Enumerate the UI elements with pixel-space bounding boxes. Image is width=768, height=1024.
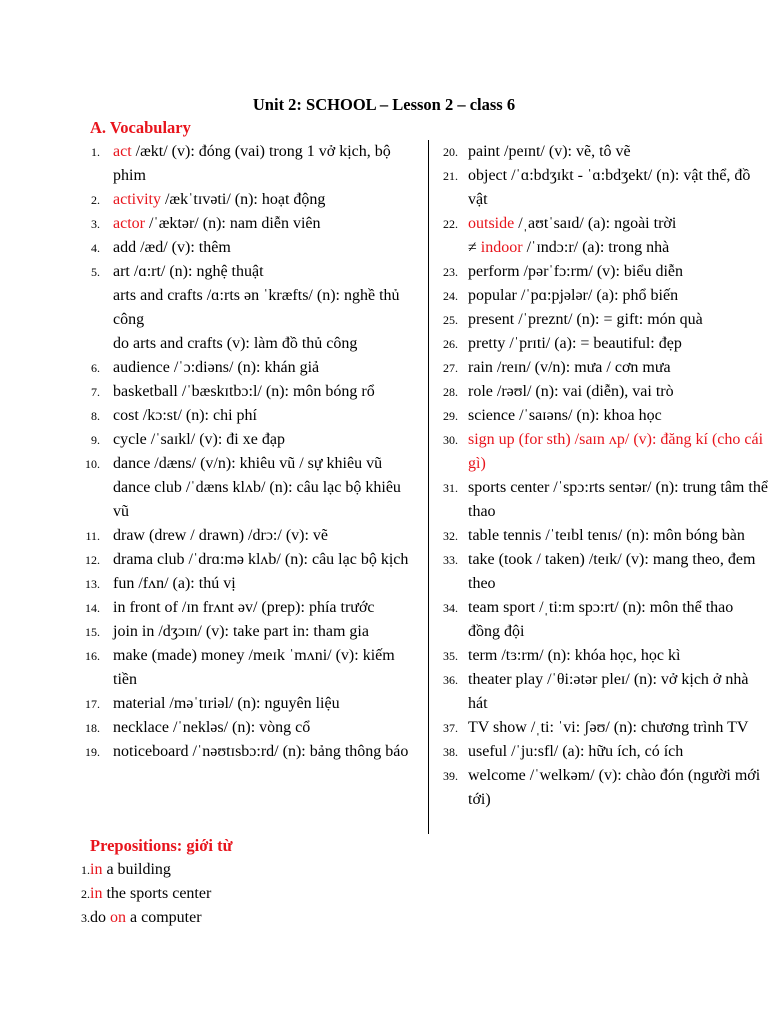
entry-number (80, 476, 100, 524)
entry-body (458, 548, 768, 596)
entry-text: /ækˈtɪvəti/ (n): hoạt động (160, 191, 326, 208)
entry-text: audience /ˈɔ:diəns/ (n): khán giả (113, 359, 320, 376)
preposition-number: 2. (81, 887, 90, 901)
entry-number-text: 24. (443, 289, 458, 303)
entry-text: sports center /ˈspɔ:rts sentər/ (n): trung tâm thể thao (468, 479, 768, 520)
entry-number (425, 380, 458, 404)
vocab-entry (425, 332, 768, 356)
entry-number (80, 140, 100, 188)
entry-number (425, 644, 458, 668)
vocab-entry (80, 404, 420, 428)
entry-number (80, 404, 100, 428)
entry-number-text: 5. (91, 265, 100, 279)
entry-body (458, 284, 768, 308)
entry-body (100, 212, 420, 236)
vocab-entry (425, 140, 768, 164)
entry-number (80, 572, 100, 596)
vocab-entry (80, 716, 420, 740)
vocab-entry (425, 404, 768, 428)
entry-text: table tennis /ˈteɪbl tenɪs/ (n): môn bóng bàn (468, 527, 745, 544)
vocabulary-left-column (80, 140, 420, 764)
entry-number (425, 332, 458, 356)
entry-number-text: 26. (443, 337, 458, 351)
entry-text: draw (drew / drawn) /drɔ:/ (v): vẽ (113, 527, 329, 544)
vocab-entry (425, 740, 768, 764)
entry-text: art /ɑ:rt/ (n): nghệ thuật (113, 263, 264, 280)
entry-number (80, 212, 100, 236)
entry-number-text: 33. (443, 553, 458, 567)
entry-body (100, 188, 420, 212)
vocab-entry (80, 332, 420, 356)
entry-body (458, 236, 768, 260)
entry-body (100, 404, 420, 428)
entry-number-text: 34. (443, 601, 458, 615)
vocab-entry (80, 620, 420, 644)
entry-body (100, 332, 420, 356)
entry-body (458, 380, 768, 404)
entry-prefix: ≠ (468, 239, 481, 256)
entry-number (80, 236, 100, 260)
entry-number (425, 740, 458, 764)
entry-number-text: 6. (91, 361, 100, 375)
entry-body (458, 308, 768, 332)
entry-number (425, 356, 458, 380)
entry-body (458, 212, 768, 236)
preposition-word: on (110, 909, 126, 926)
entry-body (100, 596, 420, 620)
entry-text: necklace /ˈnekləs/ (n): vòng cổ (113, 719, 311, 736)
entry-text: science /ˈsaɪəns/ (n): khoa học (468, 407, 662, 424)
entry-number (425, 140, 458, 164)
entry-body (100, 740, 420, 764)
entry-number (80, 692, 100, 716)
vocab-entry (80, 740, 420, 764)
entry-body (100, 716, 420, 740)
vocab-entry (425, 548, 768, 596)
preposition-item (72, 858, 472, 882)
vocab-entry (425, 716, 768, 740)
vocab-entry (80, 356, 420, 380)
entry-number (425, 212, 458, 236)
entry-number (80, 548, 100, 572)
entry-number (80, 332, 100, 356)
entry-text: cycle /ˈsaɪkl/ (v): đi xe đạp (113, 431, 285, 448)
vocab-entry (80, 572, 420, 596)
entry-text: do arts and crafts (v): làm đồ thủ công (113, 335, 358, 352)
prepositions-heading: Prepositions: giới từ (90, 836, 233, 855)
entry-body (458, 668, 768, 716)
vocab-entry (425, 764, 768, 812)
entry-number-text: 19. (85, 745, 100, 759)
vocab-entry (425, 284, 768, 308)
vocab-entry (425, 596, 768, 644)
entry-number (425, 476, 458, 524)
entry-number-text: 27. (443, 361, 458, 375)
entry-body (100, 236, 420, 260)
entry-number (425, 428, 458, 476)
entry-number (80, 428, 100, 452)
entry-body (100, 548, 420, 572)
entry-body (100, 644, 420, 692)
entry-number (425, 524, 458, 548)
entry-number (80, 716, 100, 740)
entry-body (100, 380, 420, 404)
entry-number-text: 31. (443, 481, 458, 495)
entry-number-text: 11. (85, 529, 100, 543)
entry-number-text: 35. (443, 649, 458, 663)
entry-text: welcome /ˈwelkəm/ (v): chào đón (người mới tới) (468, 767, 761, 808)
preposition-post: a building (102, 861, 171, 878)
entry-text: dance club /ˈdæns klʌb/ (n): câu lạc bộ khiêu vũ (113, 479, 401, 520)
entry-number (80, 188, 100, 212)
entry-number (425, 596, 458, 644)
entry-body (458, 356, 768, 380)
entry-number-text: 25. (443, 313, 458, 327)
vocab-entry (425, 260, 768, 284)
entry-number-text: 18. (85, 721, 100, 735)
vocab-entry (425, 356, 768, 380)
entry-number-text: 36. (443, 673, 458, 687)
entry-number (425, 236, 458, 260)
vocab-entry (80, 236, 420, 260)
entry-text: in front of /ɪn frʌnt əv/ (prep): phía trước (113, 599, 375, 616)
entry-text: make (made) money /meɪk ˈmʌni/ (v): kiếm tiền (113, 647, 395, 688)
entry-body (100, 140, 420, 188)
preposition-item (72, 906, 472, 930)
entry-number-text: 14. (85, 601, 100, 615)
entry-number-text: 30. (443, 433, 458, 447)
preposition-item (72, 882, 472, 906)
entry-text: material /məˈtɪriəl/ (n): nguyên liệu (113, 695, 340, 712)
entry-text: popular /ˈpɑ:pjələr/ (a): phổ biến (468, 287, 679, 304)
entry-number (80, 380, 100, 404)
entry-text: add /æd/ (v): thêm (113, 239, 231, 256)
vocab-entry (80, 284, 420, 332)
entry-body (100, 476, 420, 524)
vocab-entry (80, 524, 420, 548)
entry-text: dance /dæns/ (v/n): khiêu vũ / sự khiêu vũ (113, 455, 383, 472)
preposition-post: a computer (126, 909, 202, 926)
entry-number-text: 1. (91, 145, 100, 159)
entry-body (100, 692, 420, 716)
vocab-entry (425, 644, 768, 668)
vocab-entry (80, 548, 420, 572)
entry-number (425, 716, 458, 740)
preposition-text (90, 906, 472, 930)
entry-number (80, 284, 100, 332)
vocab-entry (80, 188, 420, 212)
entry-text: role /rəʊl/ (n): vai (diễn), vai trò (468, 383, 674, 400)
entry-body (458, 332, 768, 356)
entry-number-text: 21. (443, 169, 458, 183)
entry-text: /ˈɪndɔ:r/ (a): trong nhà (522, 239, 670, 256)
entry-text: cost /kɔ:st/ (n): chi phí (113, 407, 257, 424)
vocab-entry (80, 212, 420, 236)
entry-number-text: 4. (91, 241, 100, 255)
entry-text: take (took / taken) /teɪk/ (v): mang theo, đem theo (468, 551, 756, 592)
entry-number (80, 524, 100, 548)
vocab-entry (425, 428, 768, 476)
entry-body (458, 404, 768, 428)
vocab-entry (80, 476, 420, 524)
entry-number-text: 9. (91, 433, 100, 447)
entry-number-text: 17. (85, 697, 100, 711)
entry-text: team sport /ˌti:m spɔ:rt/ (n): môn thể thao đồng đội (468, 599, 734, 640)
vocab-entry (80, 260, 420, 284)
entry-number (80, 452, 100, 476)
entry-text: present /ˈpreznt/ (n): = gift: món quà (468, 311, 703, 328)
entry-number-text: 10. (85, 457, 100, 471)
entry-number-text: 20. (443, 145, 458, 159)
entry-number (425, 668, 458, 716)
entry-highlight-word: indoor (480, 239, 523, 256)
preposition-text (90, 882, 472, 906)
vocab-entry (80, 452, 420, 476)
entry-body (458, 164, 768, 212)
vocab-entry (425, 524, 768, 548)
preposition-pre: do (90, 909, 110, 926)
entry-number-text: 38. (443, 745, 458, 759)
entry-number-text: 29. (443, 409, 458, 423)
entry-text: pretty /ˈprɪti/ (a): = beautiful: đẹp (468, 335, 682, 352)
entry-body (458, 140, 768, 164)
entry-body (458, 428, 768, 476)
entry-body (458, 524, 768, 548)
entry-text: object /ˈɑ:bdʒɪkt - ˈɑ:bdʒekt/ (n): vật thể, đồ vật (468, 167, 751, 208)
entry-number-text: 22. (443, 217, 458, 231)
entry-text: TV show /ˌti: ˈvi: ʃəʊ/ (n): chương trình TV (468, 719, 749, 736)
vocab-entry (80, 596, 420, 620)
entry-text: term /tɜ:rm/ (n): khóa học, học kì (468, 647, 681, 664)
prepositions-list (72, 858, 472, 930)
entry-body (458, 476, 768, 524)
entry-body (100, 356, 420, 380)
entry-number (80, 356, 100, 380)
entry-number (80, 740, 100, 764)
entry-body (100, 620, 420, 644)
entry-text: fun /fʌn/ (a): thú vị (113, 575, 236, 592)
entry-text: rain /reɪn/ (v/n): mưa / cơn mưa (468, 359, 671, 376)
entry-number (425, 284, 458, 308)
vocab-entry (425, 236, 768, 260)
vocab-entry (425, 476, 768, 524)
entry-number (80, 620, 100, 644)
entry-highlight-word: act (113, 143, 132, 160)
entry-body (100, 452, 420, 476)
entry-text: drama club /ˈdrɑ:mə klʌb/ (n): câu lạc bộ kịch (113, 551, 409, 568)
entry-number-text: 39. (443, 769, 458, 783)
entry-text: basketball /ˈbæskɪtbɔ:l/ (n): môn bóng rổ (113, 383, 375, 400)
entry-number (425, 164, 458, 212)
section-heading: A. Vocabulary (90, 118, 191, 137)
entry-number-text: 2. (91, 193, 100, 207)
entry-body (100, 524, 420, 548)
vocab-entry (80, 428, 420, 452)
entry-number (425, 308, 458, 332)
vocabulary-right-column (425, 140, 768, 812)
entry-number (425, 260, 458, 284)
preposition-number: 1. (81, 863, 90, 877)
page-title: Unit 2: SCHOOL – Lesson 2 – class 6 (252, 95, 516, 114)
entry-number-text: 28. (443, 385, 458, 399)
entry-number-text: 7. (91, 385, 100, 399)
entry-body (100, 428, 420, 452)
vocab-entry (80, 644, 420, 692)
entry-number-text: 23. (443, 265, 458, 279)
entry-highlight-word: actor (113, 215, 145, 232)
entry-number (80, 260, 100, 284)
entry-body (458, 740, 768, 764)
entry-body (458, 260, 768, 284)
entry-body (458, 596, 768, 644)
entry-number-text: 15. (85, 625, 100, 639)
entry-text: /ˌaʊtˈsaɪd/ (a): ngoài trời (514, 215, 677, 232)
entry-text: arts and crafts /ɑ:rts ən ˈkræfts/ (n): nghề thủ công (113, 287, 400, 328)
entry-number-text: 3. (91, 217, 100, 231)
vocab-entry (425, 212, 768, 236)
entry-text: /ækt/ (v): đóng (vai) trong 1 vở kịch, bộ phim (113, 143, 391, 184)
vocab-entry (80, 692, 420, 716)
entry-text: perform /pərˈfɔ:rm/ (v): biểu diễn (468, 263, 684, 280)
vocab-entry (425, 668, 768, 716)
entry-body (100, 284, 420, 332)
entry-number-text: 37. (443, 721, 458, 735)
preposition-word: in (90, 861, 103, 878)
preposition-post: the sports center (102, 885, 212, 902)
entry-text: join in /dʒɔɪn/ (v): take part in: tham gia (113, 623, 369, 640)
entry-number-text: 13. (85, 577, 100, 591)
entry-body (100, 572, 420, 596)
entry-number-text: 16. (85, 649, 100, 663)
entry-number (425, 548, 458, 596)
vocab-entry (425, 164, 768, 212)
entry-text: /ˈæktər/ (n): nam diễn viên (144, 215, 321, 232)
entry-highlight-word: outside (468, 215, 515, 232)
entry-body (458, 716, 768, 740)
vocab-entry (80, 380, 420, 404)
entry-number (425, 764, 458, 812)
vocab-entry (80, 140, 420, 188)
entry-text: theater play /ˈθi:ətər pleɪ/ (n): vở kịch ở nhà hát (468, 671, 749, 712)
entry-body (458, 644, 768, 668)
preposition-word: in (90, 885, 103, 902)
entry-number-text: 12. (85, 553, 100, 567)
entry-text: paint /peɪnt/ (v): vẽ, tô vẽ (468, 143, 631, 160)
vocab-entry (425, 308, 768, 332)
entry-text: useful /ˈju:sfl/ (a): hữu ích, có ích (468, 743, 684, 760)
entry-highlight-word: activity (113, 191, 161, 208)
entry-body (100, 260, 420, 284)
entry-highlight-word: sign up (for sth) /saɪn ʌp/ (v): đăng kí (cho cái gì) (468, 431, 764, 472)
preposition-text (90, 858, 472, 882)
entry-number (80, 596, 100, 620)
entry-number (425, 404, 458, 428)
entry-number-text: 8. (91, 409, 100, 423)
entry-text: noticeboard /ˈnəʊtɪsbɔ:rd/ (n): bảng thông báo (113, 743, 409, 760)
entry-number (80, 644, 100, 692)
preposition-number: 3. (81, 911, 90, 925)
entry-body (458, 764, 768, 812)
entry-number-text: 32. (443, 529, 458, 543)
vocab-entry (425, 380, 768, 404)
